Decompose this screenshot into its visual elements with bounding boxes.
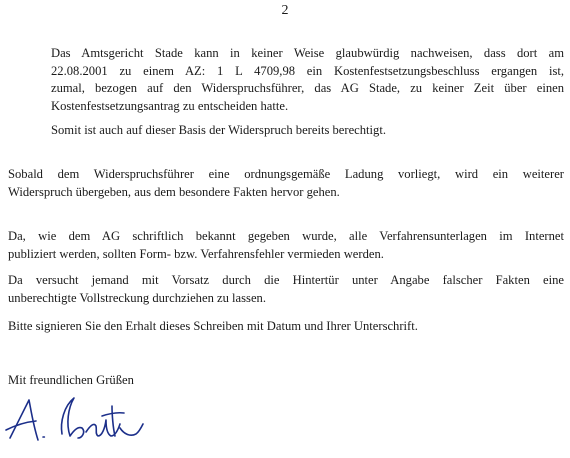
signature-stroke xyxy=(10,400,38,440)
paragraph-amtsgericht xyxy=(51,45,564,115)
signature-stroke xyxy=(120,424,143,435)
text-line: Kostenfestsetzungsantrag zu entscheiden hatte. xyxy=(51,98,289,113)
signature-stroke xyxy=(112,406,115,436)
text-line: zumal, bezogen auf den Widerspruchsführer, das AG Stade, zu keiner Zeit über einen xyxy=(51,81,564,95)
closing-greeting: Mit freundlichen Grüßen xyxy=(8,373,134,387)
text-line: Somit ist auch auf dieser Basis der Widerspruch bereits berechtigt. xyxy=(51,123,387,137)
signature-stroke xyxy=(6,421,36,430)
page-number: 2 xyxy=(281,3,289,18)
text-line: Sobald dem Widerspruchsführer eine ordnungsgemäße Ladung vorliegt, wird ein weiterer xyxy=(8,167,564,181)
text-line: Widerspruch übergeben, aus dem besondere Fakten hervor gehen. xyxy=(8,184,340,199)
text-line: Da, wie dem AG schriftlich bekannt gegeben wurde, alle Verfahrensunterlagen im Internet xyxy=(8,229,564,243)
paragraph-widerspruch-berechtigt xyxy=(51,122,564,140)
handwritten-signature-icon xyxy=(2,392,152,454)
text-line: 22.08.2001 zu einem AZ: 1 L 4709,98 ein Kostenfestsetzungsbeschluss ergangen ist, xyxy=(51,63,564,78)
paragraph-verfahrensunterlagen xyxy=(8,228,564,263)
text-line: unberechtigte Vollstreckung durchziehen zu lassen. xyxy=(8,290,266,305)
signature-stroke xyxy=(62,398,84,438)
paragraph-ladung xyxy=(8,166,564,201)
paragraph-erhalt-signieren xyxy=(8,318,564,336)
text-line: publiziert werden, sollten Form- bzw. Verfahrensfehler vermieden werden. xyxy=(8,246,384,261)
paragraph-vollstreckung xyxy=(8,272,564,307)
text-line: Das Amtsgericht Stade kann in keiner Weise glaubwürdig nachweisen, dass dort am xyxy=(51,46,564,60)
text-line: Da versucht jemand mit Vorsatz durch die Hintertür unter Angabe falscher Fakten eine xyxy=(8,273,564,287)
text-line: Bitte signieren Sie den Erhalt dieses Schreiben mit Datum und Ihrer Unterschrift. xyxy=(8,319,418,333)
